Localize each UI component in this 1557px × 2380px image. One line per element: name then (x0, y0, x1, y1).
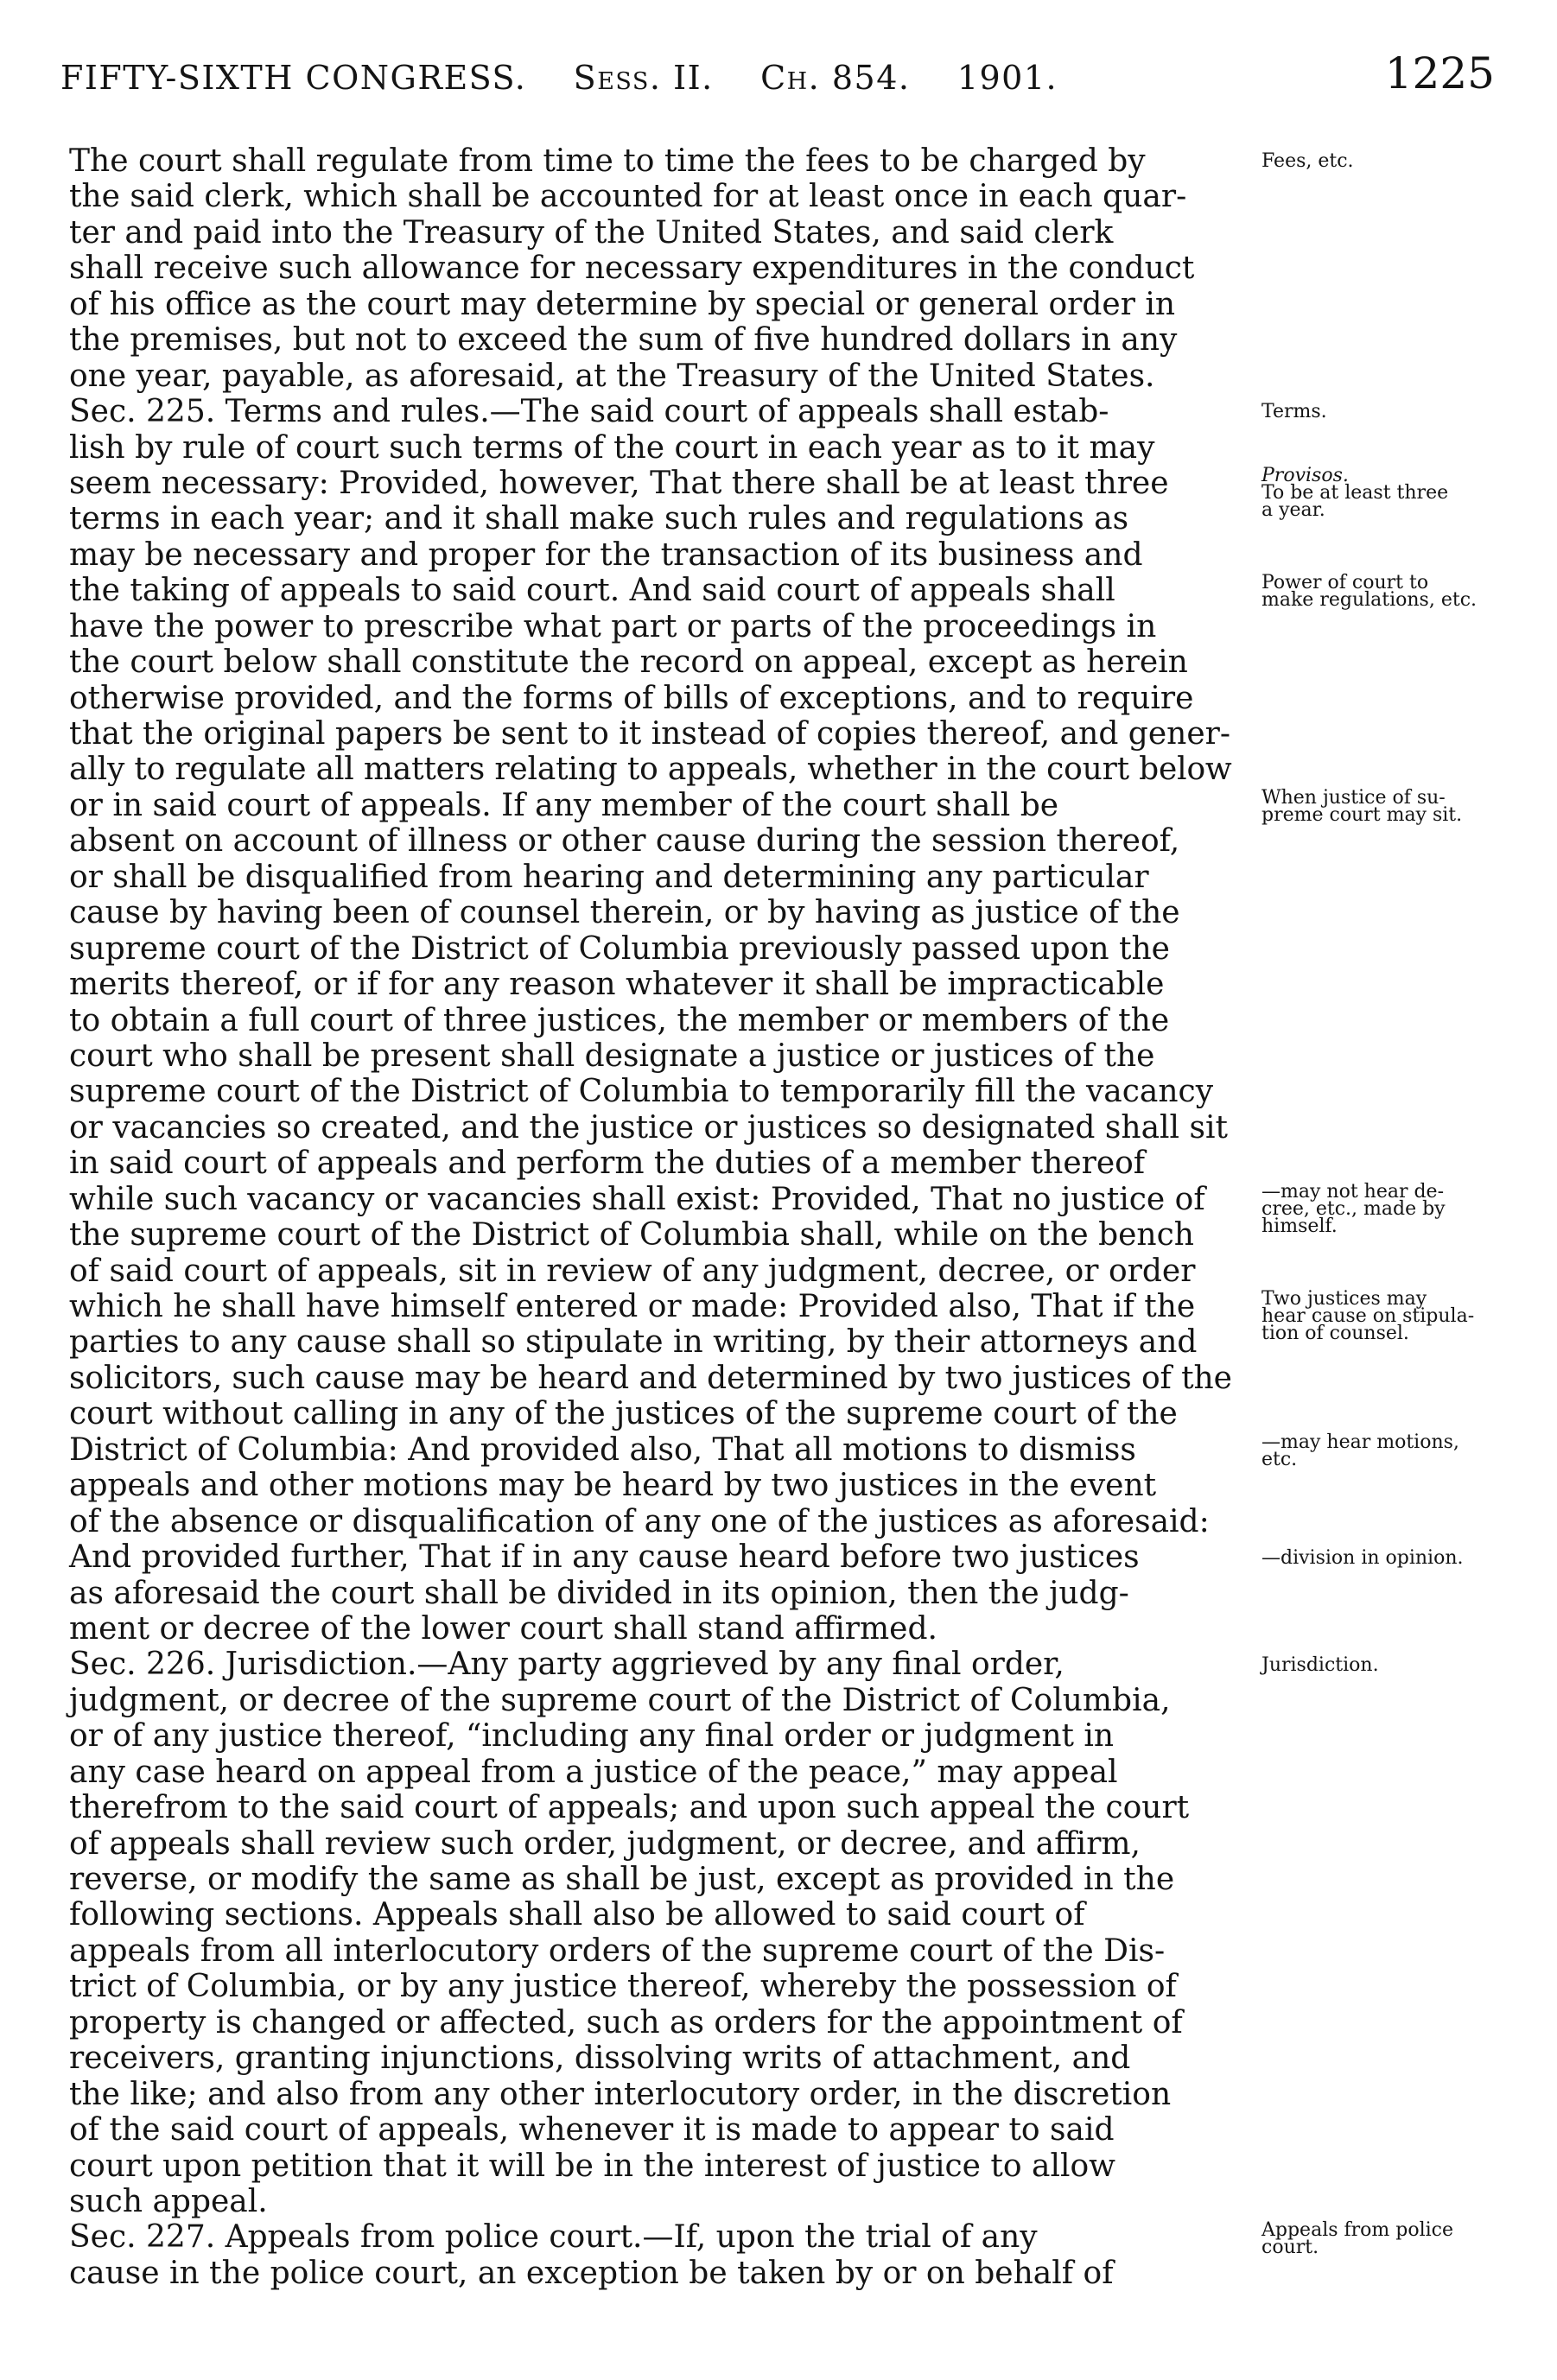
body-line: of appeals shall review such order, judgment, or decree, and affirm, (69, 1825, 1141, 1862)
body-line: court without calling in any of the justices of the supreme court of the (69, 1396, 1178, 1432)
body-line: of his office as the court may determine by special or general order in (69, 286, 1176, 322)
body-line: the supreme court of the District of Columbia shall, while on the bench (69, 1217, 1194, 1253)
session-label: Sess. II. (573, 59, 714, 97)
body-line: absent on account of illness or other cause during the session thereof, (69, 823, 1180, 860)
body-line: property is changed or affected, such as orders for the appointment of (69, 2004, 1183, 2040)
body-line: shall receive such allowance for necessary expenditures in the conduct (69, 251, 1195, 287)
margin-note-line: a year. (1261, 499, 1325, 522)
margin-note-line: Two justices may (1261, 1288, 1427, 1311)
body-line: to obtain a full court of three justices, the member or members of the (69, 1002, 1170, 1038)
body-line: the premises, but not to exceed the sum of five hundred dollars in any (69, 322, 1178, 359)
body-line: such appeal. (69, 2183, 268, 2219)
margin-note (1261, 394, 1521, 429)
congress-title: FIFTY-SIXTH CONGRESS. (60, 59, 527, 97)
body-line: lish by rule of court such terms of the court in each year as to it may (69, 429, 1155, 466)
margin-note (1261, 1647, 1521, 1683)
body-line: court upon petition that it will be in the interest of justice to allow (69, 2148, 1115, 2184)
margin-note-line: himself. (1261, 1215, 1338, 1238)
margin-note-line: Provisos. (1261, 465, 1349, 487)
margin-note (1261, 787, 1521, 827)
body-line: the like; and also from any other interlocutory order, in the discretion (69, 2076, 1172, 2112)
body-line: seem necessary: Provided, however, That there shall be at least three (69, 465, 1169, 501)
body-line: trict of Columbia, or by any justice thereof, whereby the possession of (69, 1969, 1177, 2005)
body-line: ally to regulate all matters relating to appeals, whether in the court below (69, 752, 1232, 788)
body-line: or vacancies so created, and the justice or justices so designated shall sit (69, 1109, 1228, 1146)
chapter-label: Ch. 854. (760, 59, 911, 97)
margin-note (1261, 465, 1521, 522)
body-line: of said court of appeals, sit in review of any judgment, decree, or order (69, 1253, 1196, 1289)
body-line: cause in the police court, an exception be taken by or on behalf of (69, 2255, 1114, 2291)
body-line: court who shall be present shall designate a justice or justices of the (69, 1038, 1155, 1074)
body-line: of the absence or disqualification of any one of the justices as aforesaid: (69, 1503, 1210, 1539)
body-line: the court below shall constitute the record on appeal, except as herein (69, 644, 1188, 681)
margin-note-line: Terms. (1261, 401, 1327, 423)
body-line: The court shall regulate from time to time the fees to be charged by (69, 143, 1146, 179)
body-line: or in said court of appeals. If any member of the court shall be (69, 787, 1059, 823)
body-line: as aforesaid the court shall be divided in its opinion, then the judg- (69, 1575, 1129, 1611)
body-line: the taking of appeals to said court. And said court of appeals shall (69, 573, 1115, 609)
body-line: And provided further, That if in any cause heard before two justices (69, 1539, 1140, 1576)
body-line: District of Columbia: And provided also, That all motions to dismiss (69, 1431, 1136, 1468)
body-line: have the power to prescribe what part or parts of the proceedings in (69, 608, 1157, 644)
body-line: or of any justice thereof, “including any final order or judgment in (69, 1718, 1115, 1755)
margin-note (1261, 1181, 1521, 1238)
margin-note-line: etc. (1261, 1449, 1298, 1471)
body-line: which he shall have himself entered or made: Provided also, That if the (69, 1289, 1196, 1324)
body-line: cause by having been of counsel therein, or by having as justice of the (69, 895, 1180, 931)
body-line: may be necessary and proper for the transaction of its business and (69, 536, 1143, 573)
body-line: Sec. 225. Terms and rules.—The said court of appeals shall estab- (69, 394, 1109, 430)
body-line: appeals from all interlocutory orders of the supreme court of the Dis- (69, 1933, 1166, 1969)
body-line: parties to any cause shall so stipulate in writing, by their attorneys and (69, 1324, 1198, 1361)
body-line: of the said court of appeals, whenever it is made to appear to said (69, 2112, 1115, 2148)
margin-note-line: Fees, etc. (1261, 150, 1354, 172)
body-line: reverse, or modify the same as shall be just, except as provided in the (69, 1862, 1175, 1897)
margin-note-line: —may hear motions, (1261, 1431, 1459, 1454)
margin-note-line: make regulations, etc. (1261, 589, 1478, 612)
body-line: in said court of appeals and perform the duties of a member thereof (69, 1146, 1146, 1182)
body-line: that the original papers be sent to it instead of copies thereof, and gener- (69, 716, 1231, 752)
body-line: Sec. 226. Jurisdiction.—Any party aggrieved by any final order, (69, 1647, 1064, 1683)
year-label: 1901. (956, 59, 1058, 97)
margin-note-line: Appeals from police (1261, 2219, 1454, 2242)
margin-note (1261, 1540, 1521, 1576)
margin-note-line: Power of court to (1261, 572, 1429, 594)
body-line: or shall be disqualified from hearing and determining any particular (69, 859, 1149, 895)
body-line: following sections. Appeals shall also be allowed to said court of (69, 1897, 1085, 1933)
margin-note-line: court. (1261, 2237, 1319, 2259)
margin-note (1261, 1431, 1521, 1471)
margin-note-line: hear cause on stipula- (1261, 1305, 1475, 1328)
margin-note (1261, 143, 1521, 179)
body-line: merits thereof, or if for any reason whatever it shall be impracticable (69, 967, 1165, 1003)
body-line: terms in each year; and it shall make such rules and regulations as (69, 501, 1129, 537)
body-line: solicitors, such cause may be heard and determined by two justices of the (69, 1360, 1232, 1396)
body-line: supreme court of the District of Columbia to temporarily fill the vacancy (69, 1074, 1214, 1110)
body-line: while such vacancy or vacancies shall exist: Provided, That no justice of (69, 1181, 1205, 1217)
body-line: appeals and other motions may be heard by two justices in the event (69, 1468, 1157, 1504)
margin-note-line: To be at least three (1261, 482, 1449, 505)
body-line: judgment, or decree of the supreme court of the District of Columbia, (69, 1682, 1171, 1718)
body-line: supreme court of the District of Columbia previously passed upon the (69, 930, 1170, 967)
statute-body-text (69, 143, 1232, 2291)
margin-note (1261, 572, 1521, 612)
body-line: any case heard on appeal from a justice of the peace,” may appeal (69, 1754, 1118, 1790)
page-number: 1225 (1384, 48, 1495, 98)
margin-note-line: preme court may sit. (1261, 804, 1463, 827)
margin-note-line: tion of counsel. (1261, 1323, 1409, 1345)
body-line: one year, payable, as aforesaid, at the Treasury of the United States. (69, 358, 1155, 394)
margin-note-line: —may not hear de- (1261, 1181, 1444, 1203)
margin-note-line: When justice of su- (1261, 787, 1446, 809)
margin-note (1261, 2219, 1521, 2259)
body-line: otherwise provided, and the forms of bills of exceptions, and to require (69, 680, 1194, 716)
body-line: therefrom to the said court of appeals; and upon such appeal the court (69, 1790, 1190, 1826)
margin-note-line: cree, etc., made by (1261, 1198, 1446, 1221)
page-header (60, 48, 1495, 109)
body-line: receivers, granting injunctions, dissolving writs of attachment, and (69, 2040, 1131, 2077)
running-head (60, 59, 1058, 97)
body-line: the said clerk, which shall be accounted for at least once in each quar- (69, 179, 1187, 215)
margin-note-line: Jurisdiction. (1261, 1653, 1379, 1676)
margin-note (1261, 1288, 1521, 1345)
body-line: Sec. 227. Appeals from police court.—If, upon the trial of any (69, 2219, 1038, 2256)
margin-note-line: —division in opinion. (1261, 1546, 1464, 1569)
body-line: ment or decree of the lower court shall stand affirmed. (69, 1610, 937, 1647)
body-line: ter and paid into the Treasury of the United States, and said clerk (69, 214, 1114, 251)
